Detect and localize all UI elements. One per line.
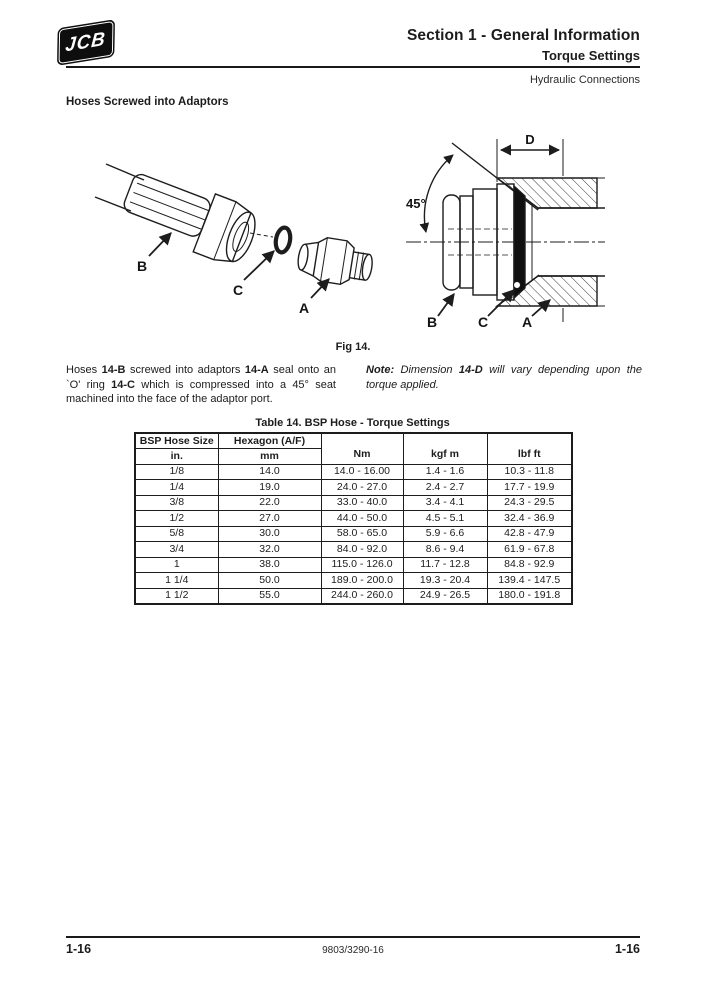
table-row: [135, 542, 572, 558]
torque-settings-table: [134, 432, 573, 605]
table-cell: 3/4: [135, 542, 218, 558]
table-cell: 19.0: [218, 480, 321, 496]
hose-adaptor-diagram: [92, 136, 404, 340]
table-cell: 61.9 - 67.8: [487, 542, 572, 558]
text-segment: which is compressed into a 45° seat machined into the face of the adaptor port.: [66, 378, 336, 406]
table-cell: 3/8: [135, 495, 218, 511]
table-cell: 42.8 - 47.9: [487, 526, 572, 542]
table-cell: 24.0 - 27.0: [321, 480, 403, 496]
text-segment: seal onto an `O' ring: [66, 364, 336, 391]
section-subtitle: Torque Settings: [542, 48, 640, 63]
table-cell: 32.4 - 36.9: [487, 511, 572, 527]
text-segment: screwed into adaptors: [125, 364, 245, 376]
table-cell: 139.4 - 147.5: [487, 573, 572, 589]
leader-arrow-b: [438, 294, 454, 316]
table-row: [135, 557, 572, 573]
table-cell: 5/8: [135, 526, 218, 542]
table-cell: 1/2: [135, 511, 218, 527]
table-cell: 17.7 - 19.9: [487, 480, 572, 496]
table-row: [135, 573, 572, 589]
col-header-lbfft: lbf ft: [487, 433, 572, 464]
section-title: Section 1 - General Information: [406, 27, 640, 44]
table-cell: 1 1/2: [135, 588, 218, 604]
table-cell: 11.7 - 12.8: [403, 557, 487, 573]
col-subheader-mm: mm: [218, 449, 321, 465]
label-b: B: [426, 314, 438, 330]
table-cell: 33.0 - 40.0: [321, 495, 403, 511]
table-header-row: [135, 433, 572, 449]
label-d: D: [525, 132, 535, 147]
body-paragraph: [66, 363, 336, 407]
table-cell: 8.6 - 9.4: [403, 542, 487, 558]
label-c: C: [477, 314, 489, 330]
leader-arrow-a: [311, 279, 329, 298]
table-cell: 32.0: [218, 542, 321, 558]
table-cell: 55.0: [218, 588, 321, 604]
table-cell: 1/4: [135, 480, 218, 496]
col-header-hexagon: Hexagon (A/F): [218, 433, 321, 449]
table-cell: 1 1/4: [135, 573, 218, 589]
table-cell: 44.0 - 50.0: [321, 511, 403, 527]
text-segment: Dimension: [394, 364, 459, 376]
table-cell: 84.8 - 92.9: [487, 557, 572, 573]
label-b: B: [136, 258, 148, 274]
note-paragraph: [366, 363, 642, 392]
leader-arrow-b: [149, 233, 171, 256]
page-header: [407, 27, 640, 63]
table-cell: 3.4 - 4.1: [403, 495, 487, 511]
table-cell: 1: [135, 557, 218, 573]
table-cell: 2.4 - 2.7: [403, 480, 487, 496]
seat-section-diagram: [398, 124, 650, 336]
hose-end-fitting: [117, 165, 263, 270]
label-a: A: [521, 314, 533, 330]
footer-page-number-right: 1-16: [614, 942, 640, 956]
table-title: Table 14. BSP Hose - Torque Settings: [255, 417, 450, 429]
jcb-logo-text: JCB: [64, 28, 108, 56]
table-cell: 180.0 - 191.8: [487, 588, 572, 604]
table-cell: 14.0: [218, 464, 321, 480]
text-segment-bold: 14-A: [244, 364, 269, 376]
table-cell: 1.4 - 1.6: [403, 464, 487, 480]
text-segment-bold: 14-D: [458, 364, 483, 376]
col-subheader-in: in.: [135, 449, 218, 465]
table-cell: 22.0: [218, 495, 321, 511]
table-row: [135, 526, 572, 542]
compressed-seal: [514, 186, 525, 298]
table-cell: 4.5 - 5.1: [403, 511, 487, 527]
table-body: [135, 464, 572, 604]
table-cell: 14.0 - 16.00: [321, 464, 403, 480]
table-row: [135, 495, 572, 511]
seal-pointer-circle: [514, 282, 521, 289]
label-45deg: 45°: [406, 196, 426, 211]
table-row: [135, 588, 572, 604]
breadcrumb: Hydraulic Connections: [529, 74, 640, 86]
section-drawing: [406, 139, 605, 322]
text-segment-bold: 14-B: [101, 364, 126, 376]
table-cell: 24.9 - 26.5: [403, 588, 487, 604]
table-row: [135, 464, 572, 480]
col-header-nm: Nm: [321, 433, 403, 464]
leader-arrow-c: [244, 251, 274, 280]
port-hatch-top: [497, 178, 597, 208]
table-cell: 50.0: [218, 573, 321, 589]
table-row: [135, 480, 572, 496]
table-row: [135, 511, 572, 527]
table-cell: 30.0: [218, 526, 321, 542]
table-cell: 1/8: [135, 464, 218, 480]
text-segment-bold: 14-C: [111, 378, 135, 391]
table-cell: 84.0 - 92.0: [321, 542, 403, 558]
o-ring: [274, 226, 292, 253]
table-cell: 189.0 - 200.0: [321, 573, 403, 589]
hose-assembly-drawing: [95, 164, 375, 298]
text-segment: Hoses: [66, 364, 102, 376]
col-header-kgfm: kgf m: [403, 433, 487, 464]
table-cell: 115.0 - 126.0: [321, 557, 403, 573]
table-cell: 19.3 - 20.4: [403, 573, 487, 589]
text-segment: will vary depending upon the torque applied.: [366, 364, 643, 391]
table-cell: 24.3 - 29.5: [487, 495, 572, 511]
footer-rule: [66, 936, 640, 938]
footer-doc-number: 9803/3290-16: [322, 945, 384, 956]
figure-caption: Fig 14.: [335, 341, 371, 353]
table-cell: 244.0 - 260.0: [321, 588, 403, 604]
table-cell: 58.0 - 65.0: [321, 526, 403, 542]
label-a: A: [298, 300, 310, 316]
jcb-logo: [57, 19, 115, 66]
table-cell: 27.0: [218, 511, 321, 527]
footer-page-number-left: 1-16: [66, 942, 92, 956]
col-header-bsp-size: BSP Hose Size: [135, 433, 218, 449]
hose-line: [106, 164, 144, 180]
text-segment-bold: Note:: [366, 364, 395, 376]
label-c: C: [232, 282, 244, 298]
adaptor-fitting: [295, 234, 375, 289]
header-rule: [66, 66, 640, 68]
table-cell: 10.3 - 11.8: [487, 464, 572, 480]
table-cell: 38.0: [218, 557, 321, 573]
page-title: Hoses Screwed into Adaptors: [66, 96, 229, 108]
table-cell: 5.9 - 6.6: [403, 526, 487, 542]
angle-arc: [424, 155, 453, 232]
